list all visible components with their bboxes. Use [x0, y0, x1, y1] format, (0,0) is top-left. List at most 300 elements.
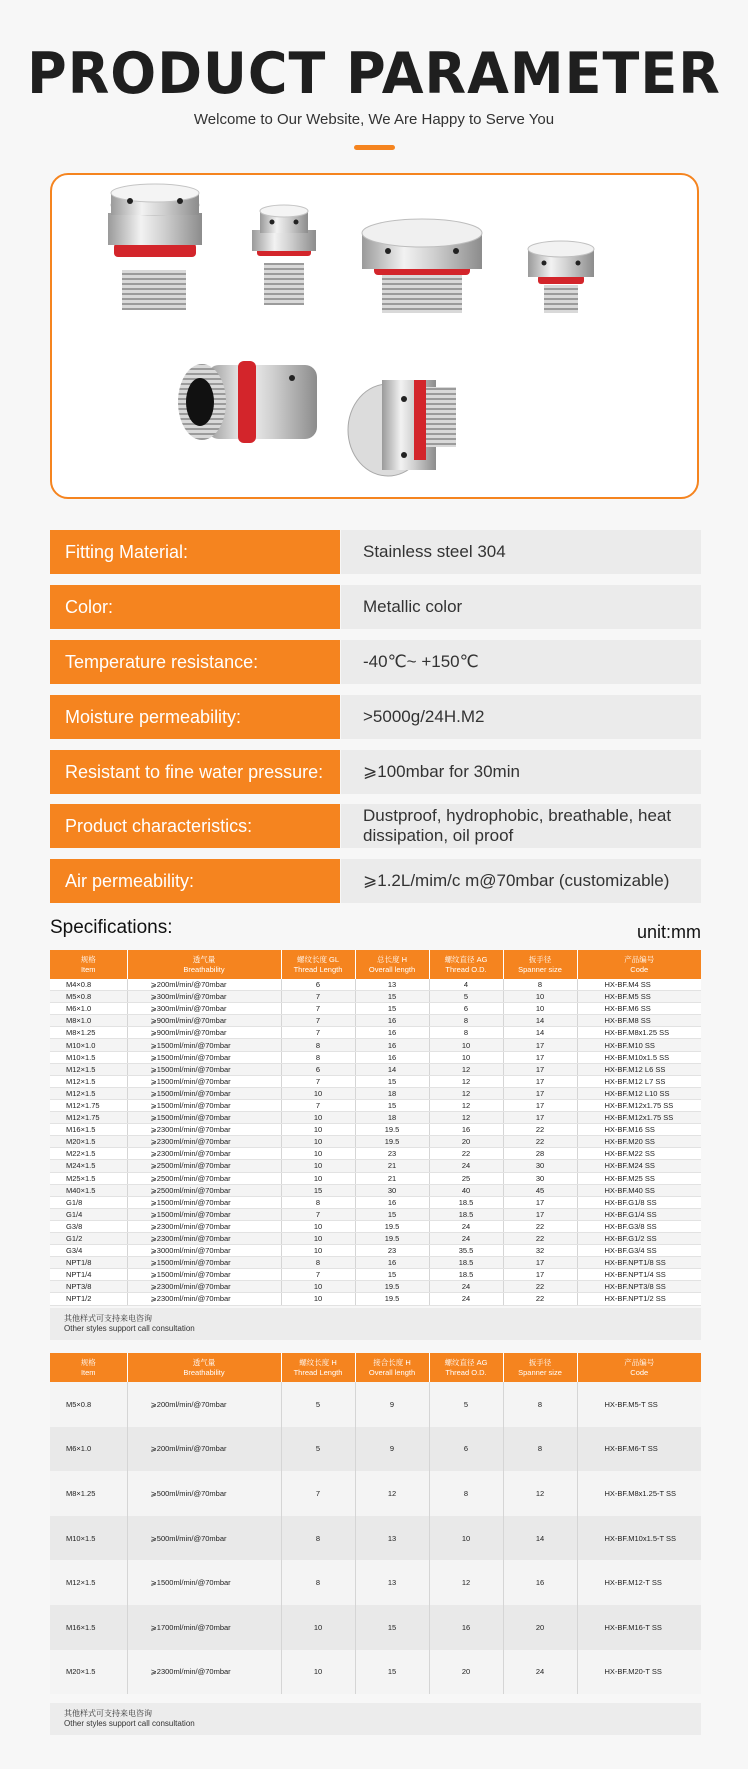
table-cell: ⩾200ml/min/@70mbar — [127, 1427, 281, 1472]
table-cell: 10 — [281, 1232, 355, 1244]
table-cell: HX-BF.G1/8 SS — [577, 1196, 701, 1208]
table-cell: 22 — [503, 1124, 577, 1136]
table-row — [50, 1039, 701, 1051]
page-title: PRODUCT PARAMETER — [27, 40, 721, 107]
table-cell: 7 — [281, 1003, 355, 1015]
table-cell: 8 — [281, 1560, 355, 1605]
table-cell: ⩾1500ml/min/@70mbar — [127, 1269, 281, 1281]
table-cell: 18.5 — [429, 1208, 503, 1220]
table-cell: 22 — [503, 1232, 577, 1244]
spec-table-standard — [50, 950, 701, 1306]
vent-plug-5 — [178, 361, 317, 443]
table-cell: 5 — [281, 1427, 355, 1472]
property-moisture-permeability — [50, 695, 701, 739]
column-header: 透气量 Breathability — [127, 1353, 281, 1382]
table-cell: HX-BF.G3/4 SS — [577, 1245, 701, 1257]
table-cell: 18 — [355, 1112, 429, 1124]
table-cell: HX-BF.M20 SS — [577, 1136, 701, 1148]
table-cell: M24×1.5 — [50, 1160, 127, 1172]
table-cell: 10 — [281, 1220, 355, 1232]
column-header: 总长度 H Overall length — [355, 950, 429, 979]
table-cell: M12×1.75 — [50, 1112, 127, 1124]
property-label: Moisture permeability: — [50, 695, 340, 739]
table-cell: ⩾2500ml/min/@70mbar — [127, 1184, 281, 1196]
table-row — [50, 1087, 701, 1099]
table-cell: 6 — [429, 1003, 503, 1015]
table-cell: 5 — [429, 991, 503, 1003]
table-cell: M22×1.5 — [50, 1148, 127, 1160]
table-cell: M20×1.5 — [50, 1650, 127, 1695]
unit-label: unit:mm — [636, 922, 701, 942]
table-cell: 20 — [503, 1605, 577, 1650]
table-note — [50, 1703, 701, 1735]
table-cell: 16 — [355, 1015, 429, 1027]
table-row — [50, 1136, 701, 1148]
table-row — [50, 1172, 701, 1184]
table-row — [50, 1427, 701, 1472]
table-row — [50, 1075, 701, 1087]
property-product-characteristics — [50, 804, 701, 848]
property-value: -40℃~ +150℃ — [341, 640, 701, 684]
table-cell: G3/8 — [50, 1220, 127, 1232]
table-cell: 28 — [503, 1148, 577, 1160]
table-cell: 12 — [429, 1560, 503, 1605]
table-cell: M40×1.5 — [50, 1184, 127, 1196]
column-header: 螺纹长度 H Thread Length — [281, 1353, 355, 1382]
table-cell: 19.5 — [355, 1232, 429, 1244]
table-cell: HX-BF.M10x1.5-T SS — [577, 1516, 701, 1561]
table-cell: HX-BF.M8x1.25 SS — [577, 1027, 701, 1039]
table-cell: 6 — [429, 1427, 503, 1472]
table-row — [50, 1015, 701, 1027]
table-row — [50, 1184, 701, 1196]
table-cell: ⩾1500ml/min/@70mbar — [127, 1051, 281, 1063]
table-cell: ⩾1700ml/min/@70mbar — [127, 1605, 281, 1650]
table-cell: 10 — [281, 1650, 355, 1695]
table-cell: M25×1.5 — [50, 1172, 127, 1184]
note-cn: 其他样式可支持来电咨询 — [64, 1709, 152, 1718]
page-subtitle: Welcome to Our Website, We Are Happy to Serve You — [193, 111, 555, 128]
table-cell: 5 — [429, 1382, 503, 1427]
table-cell: 10 — [281, 1124, 355, 1136]
table-cell: ⩾500ml/min/@70mbar — [127, 1516, 281, 1561]
table-cell: 15 — [281, 1184, 355, 1196]
table-cell: 10 — [429, 1516, 503, 1561]
table-cell: 20 — [429, 1650, 503, 1695]
table-cell: M6×1.0 — [50, 1003, 127, 1015]
table-cell: 8 — [503, 979, 577, 991]
table-cell: M12×1.5 — [50, 1560, 127, 1605]
table-cell: 22 — [503, 1281, 577, 1293]
table-cell: 16 — [355, 1039, 429, 1051]
table-cell: 35.5 — [429, 1245, 503, 1257]
table-cell: G1/4 — [50, 1208, 127, 1220]
column-header: 产品编号 Code — [577, 1353, 701, 1382]
table-cell: 17 — [503, 1087, 577, 1099]
table-cell: 8 — [281, 1257, 355, 1269]
table-cell: ⩾1500ml/min/@70mbar — [127, 1112, 281, 1124]
column-header: 规格 Item — [50, 950, 127, 979]
table-cell: 24 — [429, 1281, 503, 1293]
table-cell: NPT1/8 — [50, 1257, 127, 1269]
table-cell: HX-BF.M12 L6 SS — [577, 1063, 701, 1075]
table-row — [50, 1560, 701, 1605]
table-cell: 10 — [281, 1293, 355, 1305]
table-cell: HX-BF.NPT1/4 SS — [577, 1269, 701, 1281]
table-cell: M8×1.25 — [50, 1471, 127, 1516]
table-cell: 12 — [355, 1471, 429, 1516]
table-cell: M16×1.5 — [50, 1124, 127, 1136]
table-cell: 12 — [429, 1063, 503, 1075]
table-row — [50, 1269, 701, 1281]
table-cell: 17 — [503, 1063, 577, 1075]
vent-plug-4 — [528, 241, 594, 313]
table-cell: ⩾2300ml/min/@70mbar — [127, 1232, 281, 1244]
table-cell: HX-BF.M12x1.75 SS — [577, 1099, 701, 1111]
table-cell: 12 — [429, 1099, 503, 1111]
table-cell: G1/8 — [50, 1196, 127, 1208]
table-cell: 15 — [355, 1605, 429, 1650]
spec-table-t-series — [50, 1353, 701, 1694]
table-cell: 16 — [355, 1257, 429, 1269]
table-cell: 19.5 — [355, 1293, 429, 1305]
table-cell: G1/2 — [50, 1232, 127, 1244]
table-cell: HX-BF.M5 SS — [577, 991, 701, 1003]
property-label: Color: — [50, 585, 340, 629]
table-cell: 10 — [281, 1281, 355, 1293]
table-row — [50, 1124, 701, 1136]
table-cell: 25 — [429, 1172, 503, 1184]
table-cell: 45 — [503, 1184, 577, 1196]
table-body — [50, 979, 701, 1305]
table-cell: 10 — [281, 1112, 355, 1124]
table-cell: HX-BF.M24 SS — [577, 1160, 701, 1172]
table-cell: 17 — [503, 1039, 577, 1051]
accent-divider — [354, 145, 395, 150]
table-cell: ⩾1500ml/min/@70mbar — [127, 1208, 281, 1220]
table-cell: 8 — [503, 1427, 577, 1472]
table-row — [50, 1281, 701, 1293]
table-cell: 17 — [503, 1269, 577, 1281]
table-cell: 13 — [355, 1560, 429, 1605]
table-cell: M16×1.5 — [50, 1605, 127, 1650]
table-cell: NPT3/8 — [50, 1281, 127, 1293]
table-row — [50, 979, 701, 991]
table-cell: 18 — [355, 1087, 429, 1099]
table-cell: 14 — [503, 1015, 577, 1027]
table-cell: 15 — [355, 991, 429, 1003]
table-cell: ⩾2300ml/min/@70mbar — [127, 1293, 281, 1305]
table-cell: G3/4 — [50, 1245, 127, 1257]
table-cell: M12×1.5 — [50, 1063, 127, 1075]
table-cell: 19.5 — [355, 1124, 429, 1136]
table-note — [50, 1308, 701, 1340]
table-cell: 14 — [503, 1027, 577, 1039]
table-cell: 15 — [355, 1003, 429, 1015]
table-cell: ⩾900ml/min/@70mbar — [127, 1027, 281, 1039]
table-cell: 8 — [281, 1196, 355, 1208]
property-value: Stainless steel 304 — [341, 530, 701, 574]
table-cell: HX-BF.M5-T SS — [577, 1382, 701, 1427]
table-cell: 30 — [503, 1172, 577, 1184]
table-cell: ⩾1500ml/min/@70mbar — [127, 1560, 281, 1605]
table-cell: HX-BF.M12 L7 SS — [577, 1075, 701, 1087]
table-cell: HX-BF.M10x1.5 SS — [577, 1051, 701, 1063]
table-row — [50, 1099, 701, 1111]
table-cell: 8 — [429, 1015, 503, 1027]
table-cell: M10×1.5 — [50, 1516, 127, 1561]
table-cell: 7 — [281, 1099, 355, 1111]
table-cell: HX-BF.NPT1/8 SS — [577, 1257, 701, 1269]
table-cell: 7 — [281, 1208, 355, 1220]
column-header: 扳手径 Spanner size — [503, 950, 577, 979]
table-cell: 17 — [503, 1099, 577, 1111]
table-cell: 24 — [503, 1650, 577, 1695]
table-cell: M10×1.0 — [50, 1039, 127, 1051]
table-cell: 19.5 — [355, 1136, 429, 1148]
table-cell: 30 — [355, 1184, 429, 1196]
column-header: 透气量 Breathability — [127, 950, 281, 979]
table-cell: 16 — [355, 1027, 429, 1039]
column-header: 规格 Item — [50, 1353, 127, 1382]
table-row — [50, 1027, 701, 1039]
note-cn: 其他样式可支持来电咨询 — [64, 1314, 152, 1323]
table-row — [50, 1112, 701, 1124]
property-temperature-resistance — [50, 640, 701, 684]
table-cell: 15 — [355, 1075, 429, 1087]
table-cell: 12 — [429, 1112, 503, 1124]
property-value: Dustproof, hydrophobic, breathable, heat dissipation, oil proof — [341, 804, 701, 848]
table-cell: 19.5 — [355, 1220, 429, 1232]
table-cell: M12×1.5 — [50, 1075, 127, 1087]
table-cell: ⩾2300ml/min/@70mbar — [127, 1136, 281, 1148]
property-value: ⩾1.2L/mim/c m@70mbar (customizable) — [341, 859, 701, 903]
table-cell: 10 — [281, 1245, 355, 1257]
table-cell: 7 — [281, 1015, 355, 1027]
table-cell: 17 — [503, 1051, 577, 1063]
table-cell: 23 — [355, 1148, 429, 1160]
vent-plug-1 — [108, 184, 202, 310]
table-cell: HX-BF.M4 SS — [577, 979, 701, 991]
table-cell: 32 — [503, 1245, 577, 1257]
property-value: ⩾100mbar for 30min — [341, 750, 701, 794]
table-cell: HX-BF.M16-T SS — [577, 1605, 701, 1650]
table-cell: M5×0.8 — [50, 991, 127, 1003]
table-cell: HX-BF.M8 SS — [577, 1015, 701, 1027]
table-cell: M10×1.5 — [50, 1051, 127, 1063]
table-row — [50, 1257, 701, 1269]
table-cell: HX-BF.NPT3/8 SS — [577, 1281, 701, 1293]
table-cell: 10 — [281, 1605, 355, 1650]
table-row — [50, 1160, 701, 1172]
table-cell: 15 — [355, 1208, 429, 1220]
table-cell: 30 — [503, 1160, 577, 1172]
table-cell: 15 — [355, 1099, 429, 1111]
table-cell: 10 — [281, 1087, 355, 1099]
table-cell: M20×1.5 — [50, 1136, 127, 1148]
table-cell: HX-BF.M6 SS — [577, 1003, 701, 1015]
table-cell: 8 — [503, 1382, 577, 1427]
table-cell: ⩾1500ml/min/@70mbar — [127, 1257, 281, 1269]
table-row — [50, 1196, 701, 1208]
table-cell: HX-BF.M22 SS — [577, 1148, 701, 1160]
table-cell: 14 — [355, 1063, 429, 1075]
property-value: Metallic color — [341, 585, 701, 629]
table-cell: ⩾2300ml/min/@70mbar — [127, 1650, 281, 1695]
table-cell: ⩾2300ml/min/@70mbar — [127, 1220, 281, 1232]
vent-plug-3 — [362, 219, 482, 313]
table-cell: 13 — [355, 979, 429, 991]
table-cell: M5×0.8 — [50, 1382, 127, 1427]
table-cell: ⩾300ml/min/@70mbar — [127, 1003, 281, 1015]
table-cell: ⩾1500ml/min/@70mbar — [127, 1039, 281, 1051]
property-color — [50, 585, 701, 629]
table-cell: ⩾200ml/min/@70mbar — [127, 1382, 281, 1427]
table-cell: ⩾3000ml/min/@70mbar — [127, 1245, 281, 1257]
table-cell: ⩾500ml/min/@70mbar — [127, 1471, 281, 1516]
table-cell: 16 — [429, 1124, 503, 1136]
table-cell: M8×1.0 — [50, 1015, 127, 1027]
table-row — [50, 1220, 701, 1232]
table-cell: ⩾1500ml/min/@70mbar — [127, 1075, 281, 1087]
table-cell: 10 — [429, 1051, 503, 1063]
table-cell: 4 — [429, 979, 503, 991]
property-air-permeability — [50, 859, 701, 903]
table-row — [50, 1605, 701, 1650]
table-cell: 10 — [429, 1039, 503, 1051]
property-label: Product characteristics: — [50, 804, 340, 848]
table-cell: HX-BF.M12-T SS — [577, 1560, 701, 1605]
table-cell: 13 — [355, 1516, 429, 1561]
column-header: 接合长度 H Overall length — [355, 1353, 429, 1382]
table-cell: 21 — [355, 1160, 429, 1172]
table-cell: 17 — [503, 1112, 577, 1124]
table-row — [50, 1148, 701, 1160]
table-cell: 8 — [429, 1027, 503, 1039]
property-value: >5000g/24H.M2 — [341, 695, 701, 739]
table-cell: 12 — [503, 1471, 577, 1516]
table-cell: 10 — [503, 991, 577, 1003]
table-row — [50, 991, 701, 1003]
table-header-row — [50, 1353, 701, 1382]
table-cell: 22 — [429, 1148, 503, 1160]
table-cell: 7 — [281, 1269, 355, 1281]
table-cell: ⩾1500ml/min/@70mbar — [127, 1063, 281, 1075]
table-cell: HX-BF.G1/2 SS — [577, 1232, 701, 1244]
table-cell: ⩾1500ml/min/@70mbar — [127, 1099, 281, 1111]
table-cell: HX-BF.NPT1/2 SS — [577, 1293, 701, 1305]
property-fitting-material — [50, 530, 701, 574]
table-row — [50, 1003, 701, 1015]
table-cell: M8×1.25 — [50, 1027, 127, 1039]
table-cell: 7 — [281, 1027, 355, 1039]
table-row — [50, 1232, 701, 1244]
table-cell: 16 — [355, 1196, 429, 1208]
table-cell: 8 — [281, 1051, 355, 1063]
table-cell: ⩾1500ml/min/@70mbar — [127, 1196, 281, 1208]
table-cell: HX-BF.M20-T SS — [577, 1650, 701, 1695]
note-en: Other styles support call consultation — [64, 1324, 195, 1333]
note-en: Other styles support call consultation — [64, 1719, 195, 1728]
product-illustration — [52, 175, 697, 497]
table-cell: HX-BF.M8x1.25-T SS — [577, 1471, 701, 1516]
table-cell: HX-BF.G3/8 SS — [577, 1220, 701, 1232]
table-cell: 22 — [503, 1293, 577, 1305]
vent-plug-2 — [252, 205, 316, 305]
table-cell: 40 — [429, 1184, 503, 1196]
table-cell: 15 — [355, 1650, 429, 1695]
table-cell: 24 — [429, 1232, 503, 1244]
table-cell: NPT1/4 — [50, 1269, 127, 1281]
table-cell: M12×1.5 — [50, 1087, 127, 1099]
table-cell: 16 — [503, 1560, 577, 1605]
specifications-heading: Specifications: — [50, 917, 173, 938]
property-water-pressure — [50, 750, 701, 794]
table-cell: ⩾900ml/min/@70mbar — [127, 1015, 281, 1027]
property-label: Temperature resistance: — [50, 640, 340, 684]
table-cell: M6×1.0 — [50, 1427, 127, 1472]
table-cell: ⩾1500ml/min/@70mbar — [127, 1087, 281, 1099]
property-label: Fitting Material: — [50, 530, 340, 574]
column-header: 螺纹直径 AG Thread O.D. — [429, 950, 503, 979]
property-label: Air permeability: — [50, 859, 340, 903]
table-cell: HX-BF.M16 SS — [577, 1124, 701, 1136]
table-cell: 24 — [429, 1220, 503, 1232]
table-cell: 18.5 — [429, 1257, 503, 1269]
column-header: 扳手径 Spanner size — [503, 1353, 577, 1382]
table-cell: 7 — [281, 991, 355, 1003]
table-cell: 10 — [281, 1160, 355, 1172]
table-cell: 17 — [503, 1257, 577, 1269]
table-cell: 18.5 — [429, 1196, 503, 1208]
table-cell: 7 — [281, 1075, 355, 1087]
table-cell: 18.5 — [429, 1269, 503, 1281]
table-cell: 15 — [355, 1269, 429, 1281]
table-cell: M4×0.8 — [50, 979, 127, 991]
vent-plug-6 — [348, 380, 456, 476]
table-cell: M12×1.75 — [50, 1099, 127, 1111]
table-cell: 10 — [281, 1172, 355, 1184]
table-cell: 9 — [355, 1427, 429, 1472]
table-cell: 22 — [503, 1220, 577, 1232]
table-cell: 12 — [429, 1087, 503, 1099]
table-row — [50, 1293, 701, 1305]
table-row — [50, 1382, 701, 1427]
table-cell: 16 — [355, 1051, 429, 1063]
table-cell: 14 — [503, 1516, 577, 1561]
table-cell: 20 — [429, 1136, 503, 1148]
table-cell: NPT1/2 — [50, 1293, 127, 1305]
table-body — [50, 1382, 701, 1694]
table-cell: 10 — [281, 1148, 355, 1160]
table-cell: HX-BF.M12x1.75 SS — [577, 1112, 701, 1124]
table-cell: 19.5 — [355, 1281, 429, 1293]
table-cell: 10 — [503, 1003, 577, 1015]
column-header: 产品编号 Code — [577, 950, 701, 979]
table-cell: HX-BF.M10 SS — [577, 1039, 701, 1051]
table-cell: 22 — [503, 1136, 577, 1148]
table-cell: ⩾2500ml/min/@70mbar — [127, 1172, 281, 1184]
table-cell: 12 — [429, 1075, 503, 1087]
table-cell: 10 — [281, 1136, 355, 1148]
table-cell: 17 — [503, 1208, 577, 1220]
table-cell: HX-BF.M6-T SS — [577, 1427, 701, 1472]
table-cell: 5 — [281, 1382, 355, 1427]
table-cell: HX-BF.M40 SS — [577, 1184, 701, 1196]
product-photo — [50, 173, 699, 499]
table-row — [50, 1063, 701, 1075]
table-cell: ⩾2300ml/min/@70mbar — [127, 1281, 281, 1293]
